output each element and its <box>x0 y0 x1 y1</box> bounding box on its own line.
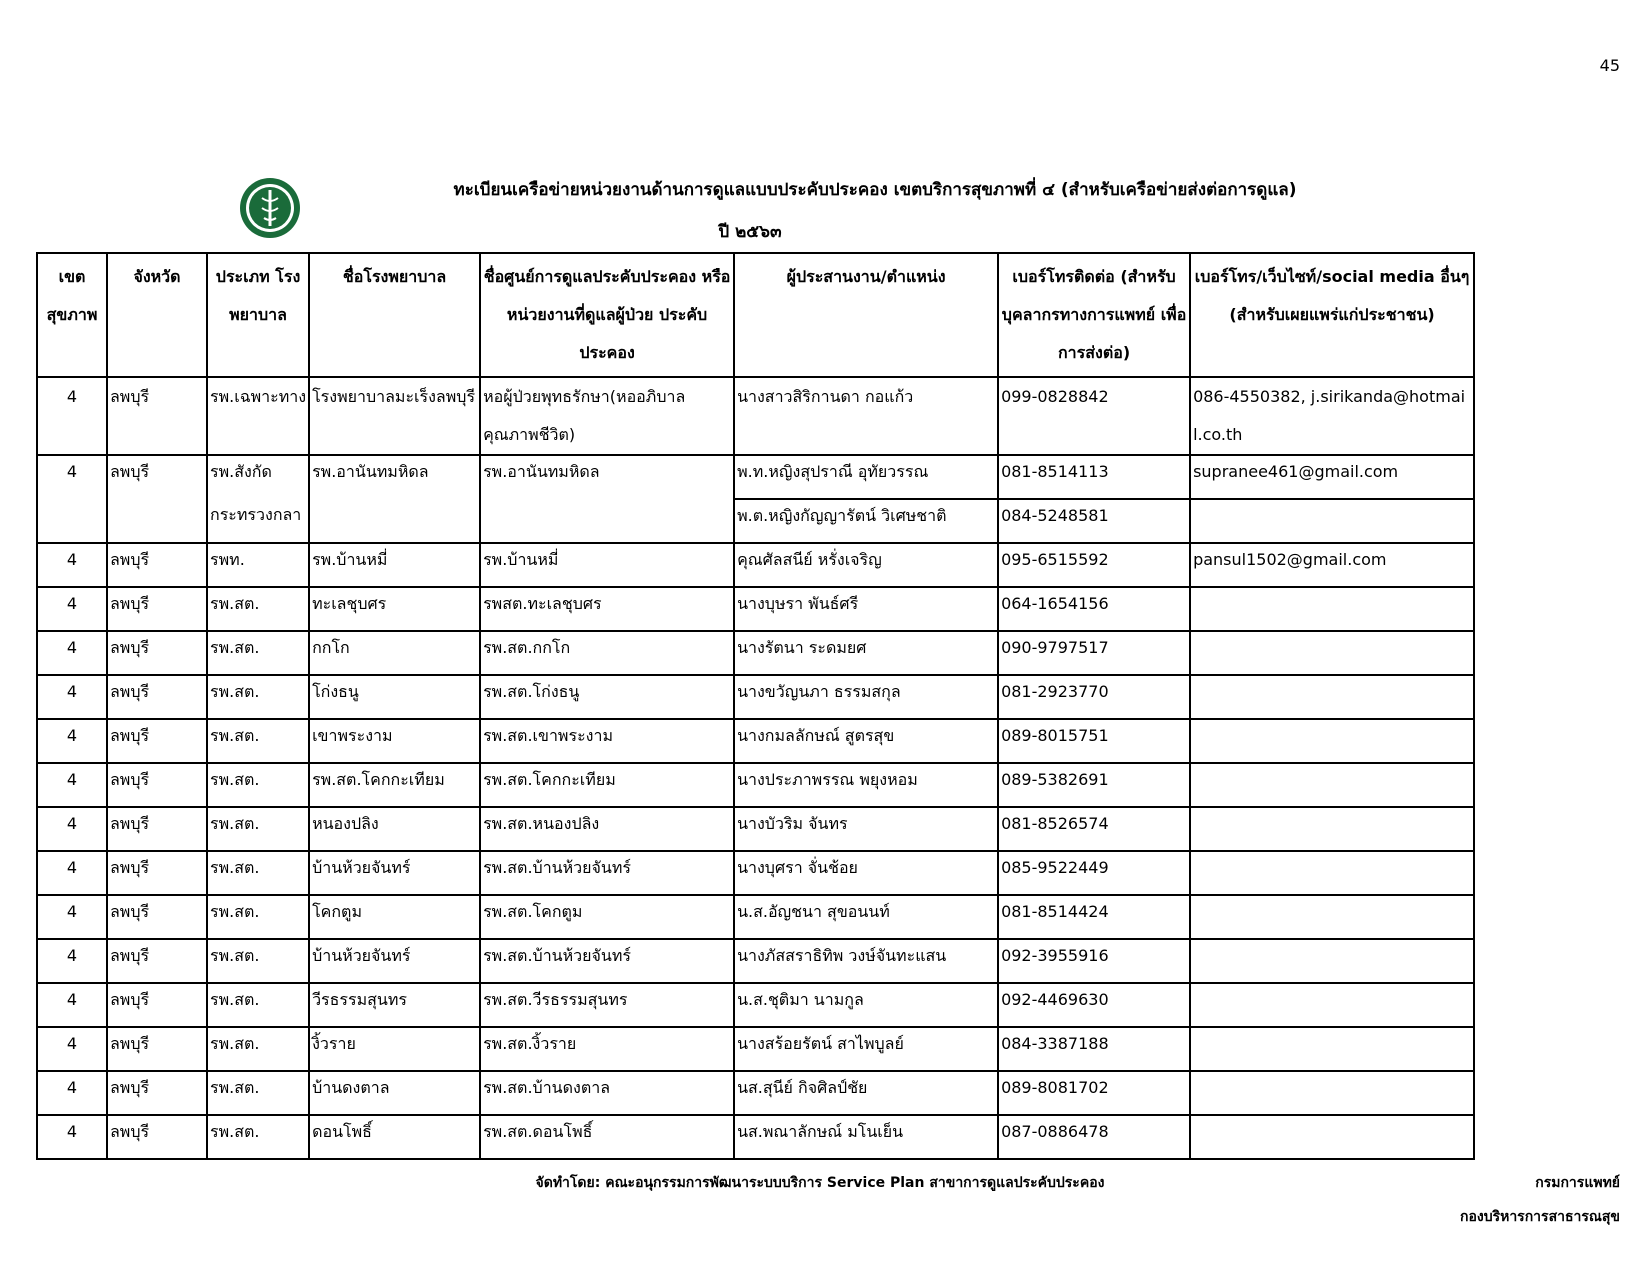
cell-region: 4 <box>37 1115 107 1159</box>
cell-hospital-name: วีรธรรมสุนทร <box>309 983 480 1027</box>
cell-province: ลพบุรี <box>107 807 207 851</box>
table-row <box>37 895 1474 939</box>
cell-coordinator: น.ส.ชุติมา นามกูล <box>734 983 998 1027</box>
header-care-center: ชื่อศูนย์การดูแลประคับประคอง หรือ หน่วยงานที่ดูแลผู้ป่วย ประคับประคอง <box>480 253 734 377</box>
cell-coordinator: คุณศัลสนีย์ หรั่งเจริญ <box>734 543 998 587</box>
cell-referral-phone: 081-2923770 <box>998 675 1190 719</box>
table-row <box>37 1071 1474 1115</box>
cell-region: 4 <box>37 983 107 1027</box>
table-row <box>37 983 1474 1027</box>
cell-coordinator: น.ส.อัญชนา สุขอนนท์ <box>734 895 998 939</box>
cell-region: 4 <box>37 763 107 807</box>
cell-hospital-type: รพ.สต. <box>207 763 309 807</box>
cell-public-contact <box>1190 807 1474 851</box>
cell-hospital-type: รพ.สต. <box>207 1115 309 1159</box>
cell-referral-phone: 095-6515592 <box>998 543 1190 587</box>
cell-public-contact <box>1190 499 1474 543</box>
ministry-of-public-health-logo <box>238 176 302 240</box>
cell-care-center: รพ.บ้านหมี่ <box>480 543 734 587</box>
cell-hospital-type: รพ.สต. <box>207 631 309 675</box>
cell-hospital-type: รพท. <box>207 543 309 587</box>
cell-referral-phone: 087-0886478 <box>998 1115 1190 1159</box>
header-public-contact: เบอร์โทร/เว็บไซท์/social media อื่นๆ (สำหรับเผยแพร่แก่ประชาชน) <box>1190 253 1474 377</box>
cell-public-contact: supranee461@gmail.com <box>1190 455 1474 499</box>
cell-referral-phone: 089-8081702 <box>998 1071 1190 1115</box>
cell-care-center: รพ.สต.เขาพระงาม <box>480 719 734 763</box>
header-province: จังหวัด <box>107 253 207 377</box>
cell-province: ลพบุรี <box>107 377 207 455</box>
cell-hospital-name: โคกตูม <box>309 895 480 939</box>
cell-region: 4 <box>37 807 107 851</box>
cell-care-center: รพ.สต.บ้านดงตาล <box>480 1071 734 1115</box>
page-subtitle: ปี ๒๕๖๓ <box>718 222 782 242</box>
cell-region: 4 <box>37 939 107 983</box>
cell-referral-phone: 084-3387188 <box>998 1027 1190 1071</box>
cell-care-center: รพ.สต.บ้านห้วยจันทร์ <box>480 851 734 895</box>
cell-hospital-name: เขาพระงาม <box>309 719 480 763</box>
cell-coordinator: นส.พณาลักษณ์ มโนเย็น <box>734 1115 998 1159</box>
cell-region: 4 <box>37 543 107 587</box>
cell-care-center: รพ.อานันทมหิดล <box>480 455 734 499</box>
cell-hospital-name: ทะเลชุบศร <box>309 587 480 631</box>
cell-public-contact: 086-4550382, j.sirikanda@hotmail.co.th <box>1190 377 1474 455</box>
table-row <box>37 763 1474 807</box>
cell-region: 4 <box>37 1071 107 1115</box>
cell-region <box>37 499 107 543</box>
cell-hospital-type: รพ.สต. <box>207 807 309 851</box>
cell-care-center: รพ.สต.ดอนโพธิ์ <box>480 1115 734 1159</box>
header-hospital-type: ประเภท โรงพยาบาล <box>207 253 309 377</box>
table-row <box>37 807 1474 851</box>
cell-coordinator: นางบัวริม จันทร <box>734 807 998 851</box>
header-hospital-name: ชื่อโรงพยาบาล <box>309 253 480 377</box>
cell-care-center: รพ.สต.โคกกะเทียม <box>480 763 734 807</box>
cell-public-contact <box>1190 1071 1474 1115</box>
table-row <box>37 719 1474 763</box>
cell-region: 4 <box>37 587 107 631</box>
cell-province: ลพบุรี <box>107 587 207 631</box>
cell-coordinator: พ.ท.หญิงสุปราณี อุทัยวรรณ <box>734 455 998 499</box>
cell-public-contact <box>1190 895 1474 939</box>
cell-care-center: รพ.สต.โก่งธนู <box>480 675 734 719</box>
table-row <box>37 631 1474 675</box>
page-number: 45 <box>1599 56 1620 75</box>
cell-referral-phone: 089-8015751 <box>998 719 1190 763</box>
cell-referral-phone: 081-8514113 <box>998 455 1190 499</box>
cell-hospital-type: รพ.สต. <box>207 983 309 1027</box>
cell-region: 4 <box>37 631 107 675</box>
cell-region: 4 <box>37 895 107 939</box>
cell-hospital-name: รพ.บ้านหมี่ <box>309 543 480 587</box>
cell-referral-phone: 089-5382691 <box>998 763 1190 807</box>
cell-province: ลพบุรี <box>107 1115 207 1159</box>
cell-hospital-type: รพ.สต. <box>207 675 309 719</box>
table-row <box>37 543 1474 587</box>
table-row <box>37 1027 1474 1071</box>
cell-referral-phone: 092-4469630 <box>998 983 1190 1027</box>
table-row <box>37 455 1474 499</box>
cell-care-center: รพ.สต.งิ้วราย <box>480 1027 734 1071</box>
cell-hospital-type: รพ.สต. <box>207 1071 309 1115</box>
cell-hospital-name: งิ้วราย <box>309 1027 480 1071</box>
cell-referral-phone: 064-1654156 <box>998 587 1190 631</box>
cell-public-contact <box>1190 587 1474 631</box>
cell-public-contact <box>1190 983 1474 1027</box>
cell-province: ลพบุรี <box>107 983 207 1027</box>
cell-care-center: รพ.สต.โคกตูม <box>480 895 734 939</box>
cell-region: 4 <box>37 455 107 499</box>
cell-province: ลพบุรี <box>107 895 207 939</box>
cell-hospital-name: รพ.สต.โคกกะเทียม <box>309 763 480 807</box>
cell-coordinator: นางบุษรา พันธ์ศรี <box>734 587 998 631</box>
cell-hospital-name: หนองปลิง <box>309 807 480 851</box>
cell-public-contact <box>1190 1027 1474 1071</box>
cell-care-center: รพ.สต.บ้านห้วยจันทร์ <box>480 939 734 983</box>
cell-coordinator: นางภัสสราธิทิพ วงษ์จันทะแสน <box>734 939 998 983</box>
page-title: ทะเบียนเครือข่ายหน่วยงานด้านการดูแลแบบประคับประคอง เขตบริการสุขภาพที่ ๔ (สำหรับเครือข่ายส่งต่อการดูแล) <box>453 180 1297 200</box>
cell-region: 4 <box>37 1027 107 1071</box>
cell-referral-phone: 084-5248581 <box>998 499 1190 543</box>
cell-hospital-type: รพ.สต. <box>207 895 309 939</box>
cell-hospital-type: รพ.สังกัด <box>207 455 309 499</box>
cell-public-contact <box>1190 719 1474 763</box>
table-row <box>37 587 1474 631</box>
header-region: เขต สุขภาพ <box>37 253 107 377</box>
cell-public-contact <box>1190 763 1474 807</box>
cell-care-center: หอผู้ป่วยพุทธรักษา(หออภิบาล คุณภาพชีวิต) <box>480 377 734 455</box>
cell-hospital-type: กระทรวงกลา <box>207 499 309 543</box>
table-row <box>37 377 1474 455</box>
cell-referral-phone: 081-8526574 <box>998 807 1190 851</box>
cell-province: ลพบุรี <box>107 939 207 983</box>
cell-referral-phone: 092-3955916 <box>998 939 1190 983</box>
cell-public-contact: pansul1502@gmail.com <box>1190 543 1474 587</box>
cell-hospital-name: รพ.อานันทมหิดล <box>309 455 480 499</box>
table-row <box>37 851 1474 895</box>
cell-coordinator: พ.ต.หญิงกัญญารัตน์ วิเศษชาติ <box>734 499 998 543</box>
cell-province: ลพบุรี <box>107 763 207 807</box>
cell-public-contact <box>1190 939 1474 983</box>
table-row <box>37 675 1474 719</box>
cell-hospital-type: รพ.เฉพาะทาง <box>207 377 309 455</box>
cell-hospital-type: รพ.สต. <box>207 939 309 983</box>
cell-hospital-type: รพ.สต. <box>207 1027 309 1071</box>
cell-care-center: รพ.สต.วีรธรรมสุนทร <box>480 983 734 1027</box>
cell-region: 4 <box>37 675 107 719</box>
cell-province <box>107 499 207 543</box>
cell-province: ลพบุรี <box>107 455 207 499</box>
cell-hospital-name: บ้านดงตาล <box>309 1071 480 1115</box>
cell-public-contact <box>1190 1115 1474 1159</box>
cell-coordinator: นางขวัญนภา ธรรมสกุล <box>734 675 998 719</box>
cell-province: ลพบุรี <box>107 631 207 675</box>
cell-coordinator: นางสร้อยรัตน์ สาไพบูลย์ <box>734 1027 998 1071</box>
header-coordinator: ผู้ประสานงาน/ตำแหน่ง <box>734 253 998 377</box>
cell-hospital-name: ดอนโพธิ์ <box>309 1115 480 1159</box>
cell-care-center: รพ.สต.กกโก <box>480 631 734 675</box>
cell-region: 4 <box>37 719 107 763</box>
cell-hospital-type: รพ.สต. <box>207 851 309 895</box>
cell-province: ลพบุรี <box>107 1071 207 1115</box>
cell-public-contact <box>1190 631 1474 675</box>
cell-province: ลพบุรี <box>107 719 207 763</box>
cell-hospital-type: รพ.สต. <box>207 587 309 631</box>
cell-province: ลพบุรี <box>107 675 207 719</box>
cell-care-center <box>480 499 734 543</box>
table-row <box>37 939 1474 983</box>
cell-referral-phone: 085-9522449 <box>998 851 1190 895</box>
cell-coordinator: นางบุศรา จั่นช้อย <box>734 851 998 895</box>
cell-public-contact <box>1190 851 1474 895</box>
header-referral-phone: เบอร์โทรติดต่อ (สำหรับ บุคลากรทางการแพทย์ เพื่อการส่งต่อ) <box>998 253 1190 377</box>
registry-table <box>36 252 1475 1160</box>
footer-org-1: กรมการแพทย์ <box>1535 1175 1620 1191</box>
cell-coordinator: นส.สุนีย์ กิจศิลป์ชัย <box>734 1071 998 1115</box>
cell-hospital-name: โรงพยาบาลมะเร็งลพบุรี <box>309 377 480 455</box>
cell-care-center: รพ.สต.หนองปลิง <box>480 807 734 851</box>
cell-referral-phone: 081-8514424 <box>998 895 1190 939</box>
table-row <box>37 499 1474 543</box>
cell-province: ลพบุรี <box>107 543 207 587</box>
cell-hospital-name: กกโก <box>309 631 480 675</box>
cell-hospital-name: โก่งธนู <box>309 675 480 719</box>
cell-coordinator: นางกมลลักษณ์ สูตรสุข <box>734 719 998 763</box>
footer-org-2: กองบริหารการสาธารณสุข <box>1459 1209 1620 1225</box>
table-header-row <box>37 253 1474 377</box>
cell-hospital-name: บ้านห้วยจันทร์ <box>309 851 480 895</box>
cell-care-center: รพสต.ทะเลชุบศร <box>480 587 734 631</box>
cell-coordinator: นางสาวสิริกานดา กอแก้ว <box>734 377 998 455</box>
cell-referral-phone: 099-0828842 <box>998 377 1190 455</box>
cell-hospital-type: รพ.สต. <box>207 719 309 763</box>
cell-referral-phone: 090-9797517 <box>998 631 1190 675</box>
footer-prepared-by: จัดทำโดย: คณะอนุกรรมการพัฒนาระบบบริการ Service Plan สาขาการดูแลประคับประคอง <box>535 1175 1105 1191</box>
table-body <box>37 543 1474 1159</box>
cell-province: ลพบุรี <box>107 1027 207 1071</box>
cell-region: 4 <box>37 851 107 895</box>
cell-hospital-name <box>309 499 480 543</box>
table-row <box>37 1115 1474 1159</box>
cell-public-contact <box>1190 675 1474 719</box>
cell-province: ลพบุรี <box>107 851 207 895</box>
cell-coordinator: นางรัตนา ระดมยศ <box>734 631 998 675</box>
cell-region: 4 <box>37 377 107 455</box>
cell-hospital-name: บ้านห้วยจันทร์ <box>309 939 480 983</box>
cell-coordinator: นางประภาพรรณ พยุงหอม <box>734 763 998 807</box>
